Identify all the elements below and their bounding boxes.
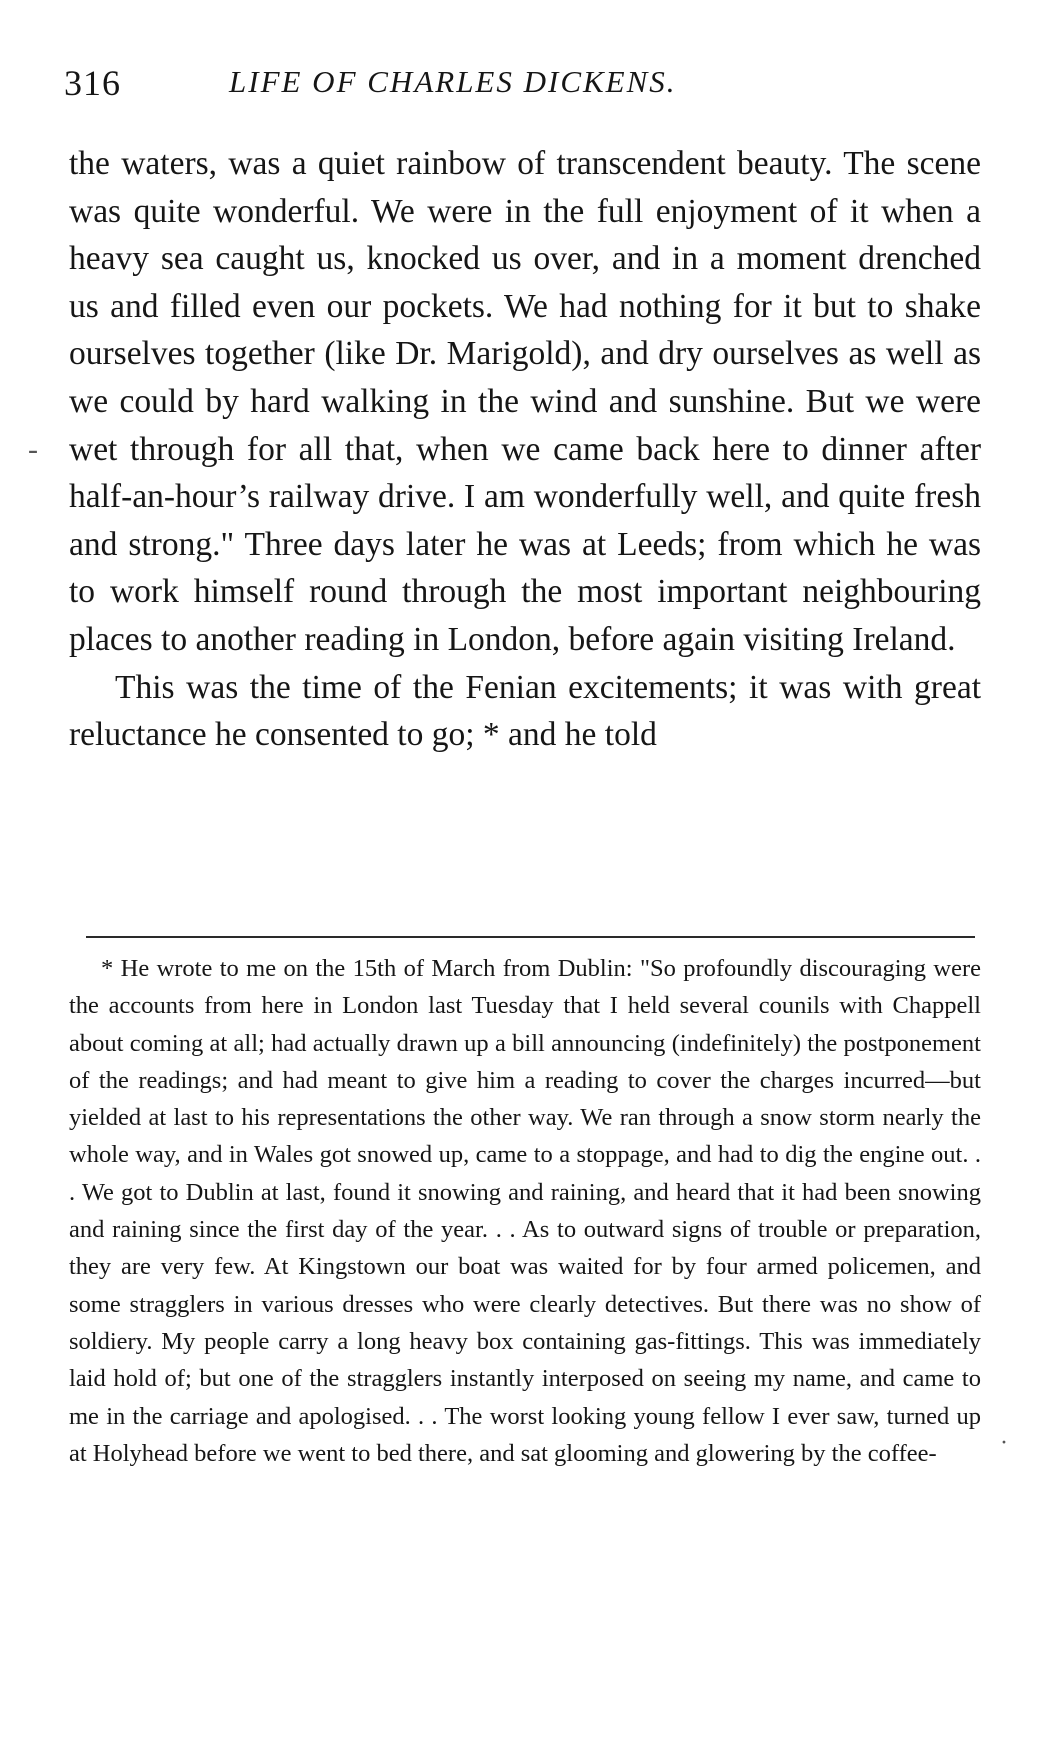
page-header: [64, 62, 944, 112]
paragraph-fenian: This was the time of the Fenian excitements; it was with great reluctance he consented to go; * and he told: [69, 668, 981, 754]
paragraph-continued: the waters, was a quiet rainbow of transcendent beauty. The scene was quite wonderful. We were in the full enjoyment of it when a heavy sea caught us, knocked us over, and in a moment drenched us and filled even our pockets. We had nothing for it but to shake ourselves together (like Dr. Marigold), and dry ourselves as well as we could by hard walking in the wind and sunshine. But we were wet through for all that, when we came back here to dinner after half-an-hour’s railway drive. I am wonderfully well, and quite fresh and strong." Three days later he was at Leeds; from which he was to work himself round through the most important neighbouring places to another reading in London, before again visiting Ireland.: [69, 145, 981, 658]
main-text: [69, 140, 981, 759]
footnote: [69, 950, 981, 1472]
margin-dash-mark: -: [28, 433, 38, 466]
footnote-text: * He wrote to me on the 15th of March from Dublin: "So profoundly discouraging were the accounts from here in London last Tuesday that I held several counils with Chappell about coming at all; had actually drawn up a bill announcing (indefinitely) the postponement of the readings; and had meant to give him a reading to cover the charges incurred—but yielded at last to his representations the other way. We ran through a snow storm nearly the whole way, and in Wales got snowed up, came to a stoppage, and had to dig the engine out. . . We got to Dublin at last, found it snowing and raining, and heard that it had been snowing and raining since the first day of the year. . . As to outward signs of trouble or preparation, they are very few. At Kingstown our boat was waited for by four armed policemen, and some stragglers in various dresses who were clearly detectives. But there was no show of soldiery. My people carry a long heavy box containing gas-fittings. This was immediately laid hold of; but one of the stragglers instantly interposed on seeing my name, and came to me in the carriage and apologised. . . The worst looking young fellow I ever saw, turned up at Holyhead before we went to bed there, and sat glooming and glowering by the coffee-: [69, 955, 981, 1467]
running-title: LIFE OF CHARLES DICKENS.: [229, 64, 677, 99]
footnote-separator-rule: [86, 936, 975, 938]
page-number: 316: [64, 63, 121, 103]
margin-dot-mark: ·: [1000, 1430, 1008, 1456]
